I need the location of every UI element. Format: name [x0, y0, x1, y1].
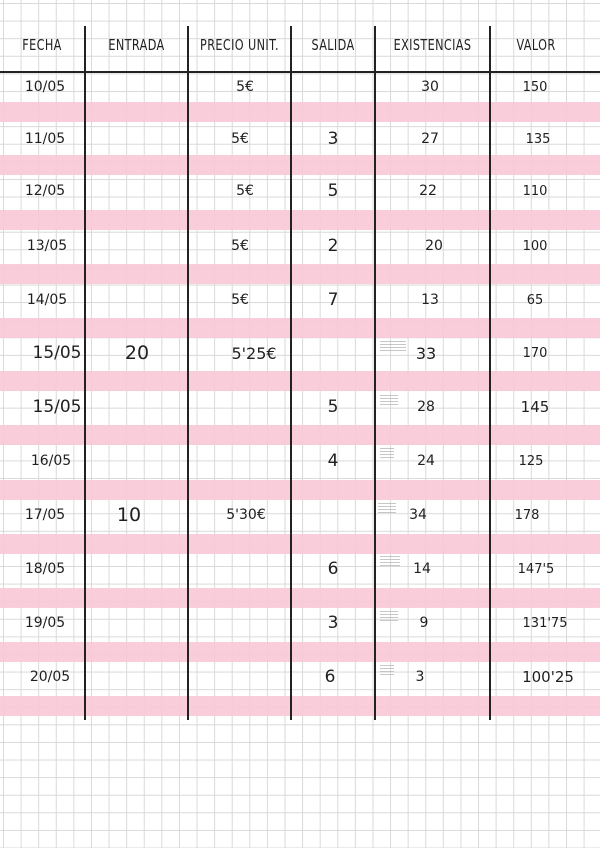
- row-band: [0, 588, 600, 608]
- cell-entrada: [100, 124, 170, 154]
- cell-fecha: 19/05: [24, 615, 66, 631]
- cell-existencias: 3: [415, 669, 425, 685]
- cell-fecha: 15/05: [32, 397, 82, 417]
- pencil-note: [380, 556, 400, 568]
- pencil-note: [380, 448, 394, 460]
- cell-existencias: 9: [419, 615, 429, 631]
- cell-entrada: [100, 662, 170, 692]
- cell-valor: 178: [514, 507, 540, 523]
- cell-precio: 5€: [236, 183, 254, 199]
- row-band: [0, 210, 600, 230]
- pencil-note: [380, 341, 406, 353]
- cell-fecha: 16/05: [30, 453, 72, 469]
- cell-entrada: [100, 231, 170, 261]
- cell-entrada: [100, 176, 170, 206]
- cell-valor: 110: [522, 183, 548, 199]
- row-band: [0, 425, 600, 445]
- cell-entrada: [100, 285, 170, 315]
- pencil-note: [378, 503, 396, 515]
- row-band: [0, 155, 600, 175]
- cell-precio: 5€: [236, 79, 254, 95]
- cell-entrada: [100, 608, 170, 638]
- pencil-note: [380, 665, 394, 677]
- cell-salida: [305, 72, 361, 102]
- cell-precio: [200, 608, 280, 638]
- column-divider: [374, 26, 376, 720]
- cell-salida: 3: [327, 613, 339, 633]
- header-precio: PRECIO UNIT.: [200, 36, 279, 54]
- cell-entrada: 20: [124, 342, 150, 364]
- cell-salida: 3: [327, 129, 339, 149]
- column-divider: [84, 26, 86, 720]
- cell-entrada: 10: [116, 504, 142, 526]
- cell-precio: [200, 554, 280, 584]
- cell-existencias: 24: [417, 453, 435, 469]
- cell-valor: 125: [518, 453, 544, 469]
- cell-fecha: 18/05: [24, 561, 66, 577]
- header-salida: SALIDA: [311, 36, 355, 54]
- row-band: [0, 534, 600, 554]
- cell-precio: 5€: [231, 238, 249, 254]
- cell-valor: 135: [525, 131, 551, 147]
- cell-valor: 100: [522, 238, 548, 254]
- cell-existencias: 14: [413, 561, 431, 577]
- cell-valor: 100'25: [522, 668, 574, 686]
- cell-fecha: 13/05: [26, 238, 68, 254]
- header-fecha: FECHA: [22, 36, 62, 54]
- cell-precio: [200, 662, 280, 692]
- cell-salida: 4: [327, 451, 339, 471]
- cell-fecha: 12/05: [24, 183, 66, 199]
- cell-precio: 5'30€: [226, 507, 266, 523]
- cell-valor: 145: [520, 398, 550, 416]
- row-band: [0, 102, 600, 122]
- column-divider: [187, 26, 189, 720]
- row-band: [0, 696, 600, 716]
- cell-valor: 170: [522, 345, 548, 361]
- cell-entrada: [100, 554, 170, 584]
- header-entrada: ENTRADA: [108, 36, 165, 54]
- cell-fecha: 11/05: [24, 131, 66, 147]
- cell-existencias: 27: [421, 131, 439, 147]
- cell-precio: [200, 446, 280, 476]
- cell-precio: [200, 392, 280, 422]
- cell-existencias: 20: [425, 238, 443, 254]
- cell-valor: 147'5: [517, 561, 555, 577]
- cell-precio: 5€: [231, 131, 249, 147]
- cell-entrada: [100, 392, 170, 422]
- cell-existencias: 34: [409, 507, 427, 523]
- cell-existencias: 13: [421, 292, 439, 308]
- cell-salida: 7: [327, 290, 339, 310]
- cell-salida: 6: [324, 667, 336, 687]
- cell-entrada: [100, 446, 170, 476]
- row-band: [0, 371, 600, 391]
- header-valor: VALOR: [516, 36, 556, 54]
- header-existencias: EXISTENCIAS: [393, 36, 472, 54]
- cell-salida: 2: [327, 236, 339, 256]
- cell-valor: 131'75: [522, 615, 568, 631]
- row-band: [0, 642, 600, 662]
- cell-precio: 5'25€: [231, 343, 277, 363]
- cell-existencias: 33: [415, 343, 437, 363]
- cell-salida: 6: [327, 559, 339, 579]
- cell-fecha: 10/05: [24, 79, 66, 95]
- cell-salida: [305, 500, 361, 530]
- column-divider: [489, 26, 491, 720]
- cell-salida: 5: [327, 397, 339, 417]
- cell-fecha: 17/05: [24, 507, 66, 523]
- pencil-note: [380, 611, 398, 623]
- pencil-note: [380, 395, 398, 407]
- cell-precio: 5€: [231, 292, 249, 308]
- column-divider: [290, 26, 292, 720]
- cell-salida: [305, 338, 361, 368]
- cell-existencias: 28: [417, 399, 435, 415]
- cell-fecha: 14/05: [26, 292, 68, 308]
- cell-existencias: 22: [419, 183, 437, 199]
- cell-entrada: [100, 72, 170, 102]
- cell-salida: 5: [327, 181, 339, 201]
- cell-valor: 65: [526, 292, 544, 308]
- row-band: [0, 264, 600, 284]
- row-band: [0, 318, 600, 338]
- cell-valor: 150: [522, 79, 548, 95]
- row-band: [0, 480, 600, 500]
- cell-fecha: 20/05: [29, 669, 71, 685]
- cell-existencias: 30: [421, 79, 439, 95]
- cell-fecha: 15/05: [32, 343, 82, 363]
